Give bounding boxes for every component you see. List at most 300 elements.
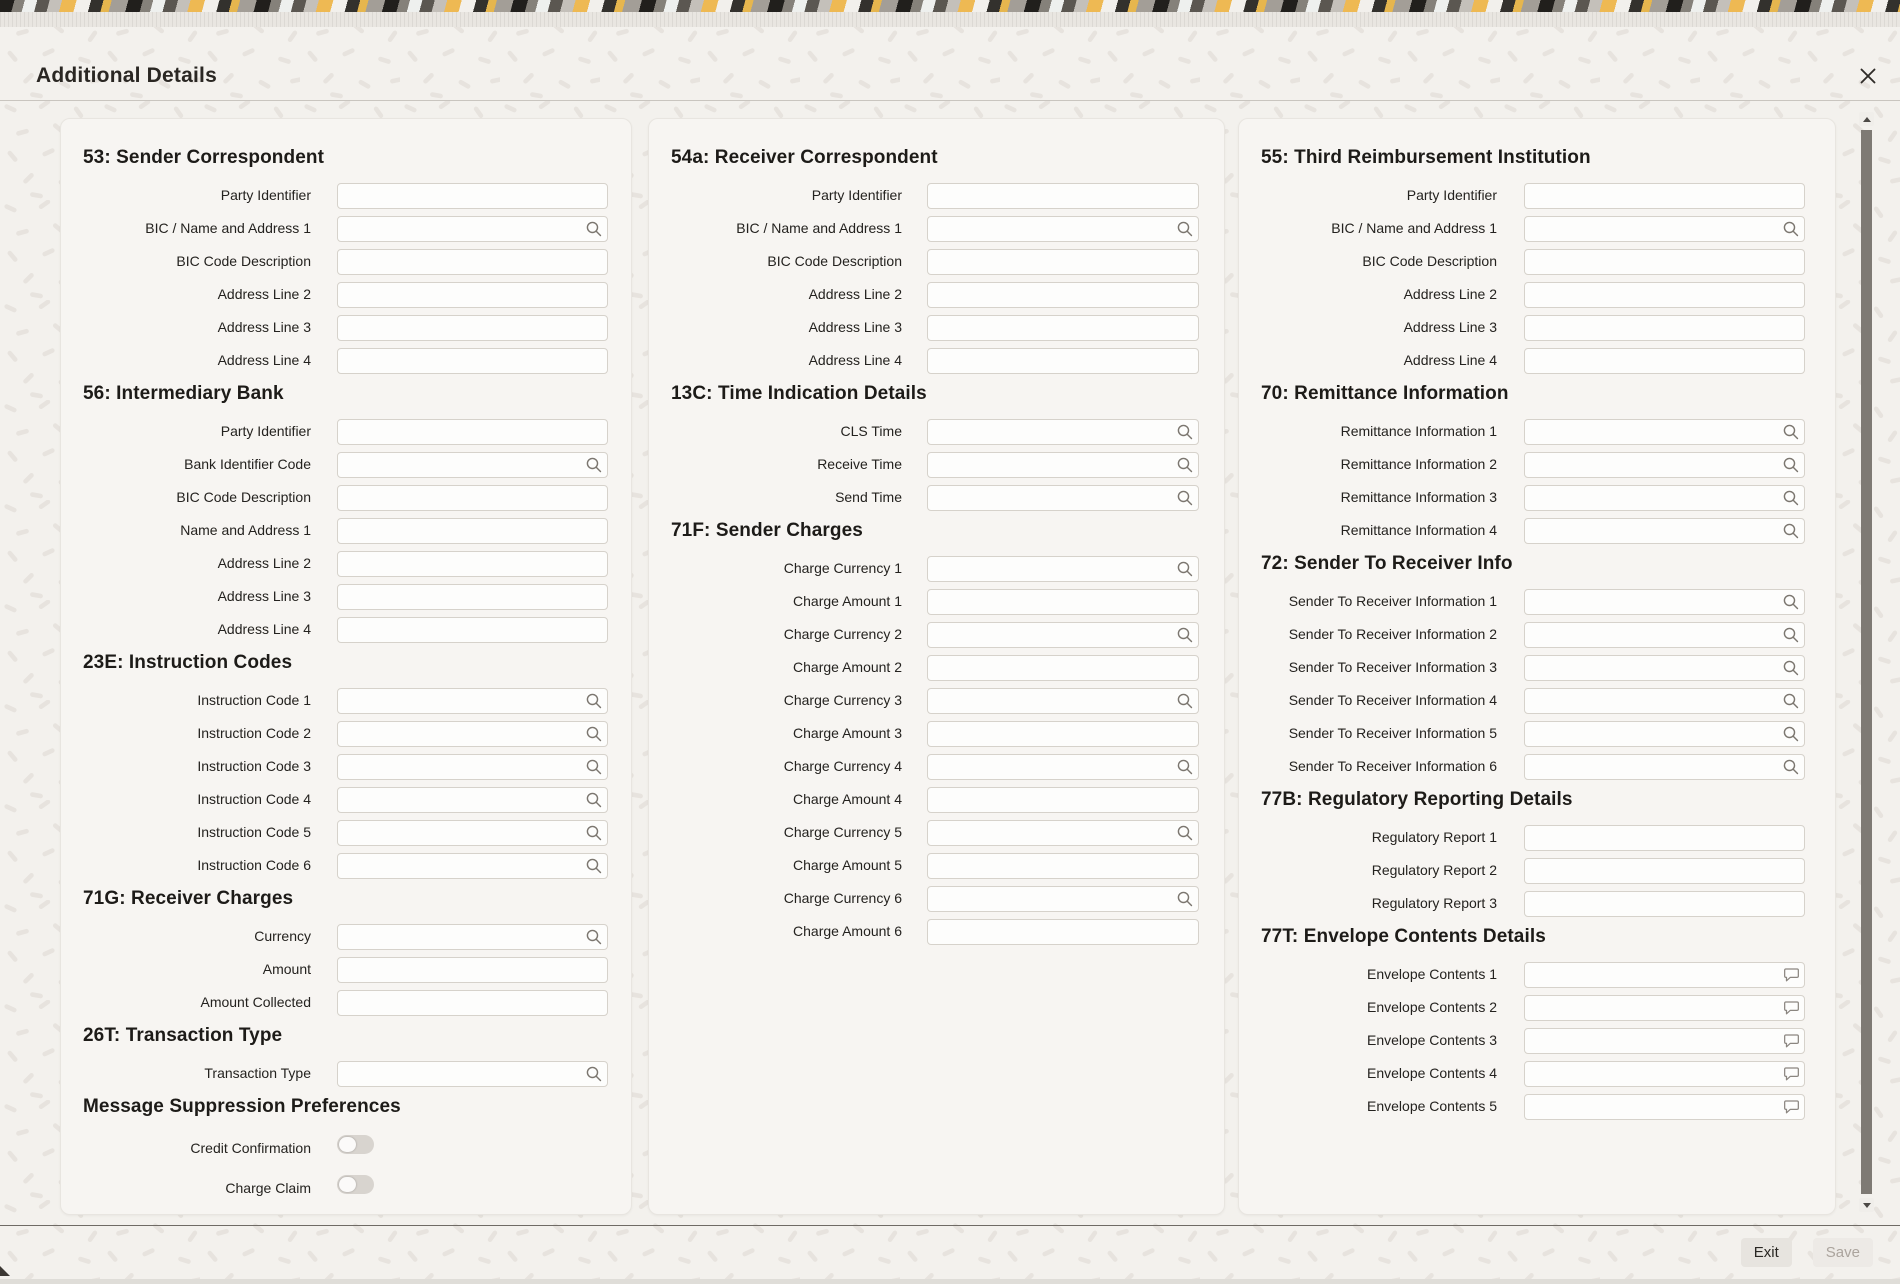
field-control <box>337 216 608 242</box>
field-row <box>61 212 631 245</box>
field-control <box>927 348 1199 374</box>
field-control <box>337 924 608 950</box>
field-row <box>649 882 1224 915</box>
credit-confirmation-toggle[interactable] <box>337 1135 374 1154</box>
address-line-3-input[interactable] <box>927 315 1199 341</box>
section-title: 54a: Receiver Correspondent <box>671 147 938 168</box>
section-title: 77B: Regulatory Reporting Details <box>1261 789 1573 810</box>
field-label: Instruction Code 2 <box>197 725 311 742</box>
section-title: Message Suppression Preferences <box>83 1096 401 1117</box>
field-control <box>337 990 608 1016</box>
sender-to-receiver-information-2-input[interactable] <box>1524 622 1805 648</box>
section-title: 72: Sender To Receiver Info <box>1261 553 1513 574</box>
field-row <box>61 684 631 717</box>
field-control <box>337 1061 608 1087</box>
field-label: BIC Code Description <box>767 253 902 270</box>
search-icon[interactable] <box>1176 220 1194 238</box>
address-line-4-input[interactable] <box>337 617 608 643</box>
field-row <box>1239 1090 1835 1123</box>
search-icon[interactable] <box>1782 758 1800 776</box>
toggle-row <box>61 1168 631 1208</box>
field-row <box>61 514 631 547</box>
bic-code-description-input[interactable] <box>1524 249 1805 275</box>
field-control <box>927 688 1199 714</box>
field-label: Regulatory Report 1 <box>1371 829 1497 846</box>
field-label: Sender To Receiver Information 3 <box>1288 659 1497 676</box>
address-line-3-input[interactable] <box>337 584 608 610</box>
search-icon[interactable] <box>585 758 603 776</box>
section-title: 23E: Instruction Codes <box>83 652 293 673</box>
field-control <box>927 754 1199 780</box>
field-row <box>649 415 1224 448</box>
field-control <box>337 315 608 341</box>
field-label: Address Line 2 <box>808 286 902 303</box>
charge-currency-2-input[interactable] <box>927 622 1199 648</box>
field-row <box>1239 481 1835 514</box>
remittance-information-2-input[interactable] <box>1524 452 1805 478</box>
comment-icon[interactable] <box>1783 1066 1800 1081</box>
field-label: Sender To Receiver Information 1 <box>1288 593 1497 610</box>
field-label: BIC Code Description <box>176 253 311 270</box>
corner-resize-glyph <box>0 1266 10 1276</box>
field-control <box>1524 518 1805 544</box>
field-control <box>337 721 608 747</box>
instruction-code-6-input[interactable] <box>337 853 608 879</box>
close-button[interactable] <box>1852 60 1884 92</box>
field-label: CLS Time <box>840 423 902 440</box>
field-label: BIC Code Description <box>1362 253 1497 270</box>
field-control <box>337 183 608 209</box>
address-line-3-input[interactable] <box>1524 315 1805 341</box>
search-icon[interactable] <box>1782 725 1800 743</box>
search-icon[interactable] <box>585 1065 603 1083</box>
field-row <box>61 953 631 986</box>
charge-currency-4-input[interactable] <box>927 754 1199 780</box>
receive-time-input[interactable] <box>927 452 1199 478</box>
section-title: 13C: Time Indication Details <box>671 383 927 404</box>
charge-claim-toggle[interactable] <box>337 1175 374 1194</box>
field-label: Address Line 4 <box>1403 352 1497 369</box>
envelope-contents-3-input[interactable] <box>1524 1028 1805 1054</box>
field-row <box>1239 991 1835 1024</box>
charge-amount-6-input[interactable] <box>927 919 1199 945</box>
amount-collected-input[interactable] <box>337 990 608 1016</box>
bic-name-and-address-1-input[interactable] <box>337 216 608 242</box>
field-row <box>61 311 631 344</box>
toggle-label: Credit Confirmation <box>190 1139 311 1156</box>
field-label: BIC / Name and Address 1 <box>1331 220 1497 237</box>
field-control <box>337 853 608 879</box>
field-label: Address Line 2 <box>217 555 311 572</box>
search-icon[interactable] <box>1176 758 1194 776</box>
field-row <box>649 717 1224 750</box>
comment-icon[interactable] <box>1783 967 1800 982</box>
field-control <box>337 617 608 643</box>
field-label: Charge Currency 3 <box>783 692 902 709</box>
instruction-code-2-input[interactable] <box>337 721 608 747</box>
search-icon[interactable] <box>1176 626 1194 644</box>
field-label: Name and Address 1 <box>180 522 311 539</box>
field-row <box>61 278 631 311</box>
party-identifier-input[interactable] <box>337 419 608 445</box>
charge-amount-5-input[interactable] <box>927 853 1199 879</box>
sender-to-receiver-information-6-input[interactable] <box>1524 754 1805 780</box>
field-row <box>649 750 1224 783</box>
field-control <box>337 754 608 780</box>
address-line-4-input[interactable] <box>927 348 1199 374</box>
search-icon[interactable] <box>1176 456 1194 474</box>
field-label: Charge Amount 1 <box>793 593 902 610</box>
remittance-information-4-input[interactable] <box>1524 518 1805 544</box>
field-control <box>337 452 608 478</box>
field-label: Send Time <box>835 489 902 506</box>
triangle-up-icon <box>1863 117 1871 122</box>
search-icon[interactable] <box>1176 489 1194 507</box>
field-control <box>927 919 1199 945</box>
field-label: Bank Identifier Code <box>184 456 311 473</box>
bank-identifier-code-input[interactable] <box>337 452 608 478</box>
field-control <box>927 721 1199 747</box>
field-control <box>927 419 1199 445</box>
field-row <box>649 179 1224 212</box>
sender-to-receiver-information-1-input[interactable] <box>1524 589 1805 615</box>
cls-time-input[interactable] <box>927 419 1199 445</box>
field-row <box>649 278 1224 311</box>
charge-currency-3-input[interactable] <box>927 688 1199 714</box>
comment-icon[interactable] <box>1783 1099 1800 1114</box>
field-control <box>927 216 1199 242</box>
toggle-control <box>337 1175 608 1201</box>
field-control <box>927 622 1199 648</box>
charge-amount-3-input[interactable] <box>927 721 1199 747</box>
charge-currency-5-input[interactable] <box>927 820 1199 846</box>
field-label: Address Line 3 <box>217 588 311 605</box>
save-button[interactable]: Save <box>1813 1238 1873 1267</box>
field-label: Instruction Code 5 <box>197 824 311 841</box>
field-row <box>61 849 631 882</box>
field-control <box>927 315 1199 341</box>
field-label: Sender To Receiver Information 6 <box>1288 758 1497 775</box>
field-label: Charge Amount 4 <box>793 791 902 808</box>
regulatory-report-1-input[interactable] <box>1524 825 1805 851</box>
transaction-type-input[interactable] <box>337 1061 608 1087</box>
field-row <box>61 613 631 646</box>
field-control <box>1524 962 1805 988</box>
bic-name-and-address-1-input[interactable] <box>1524 216 1805 242</box>
field-control <box>927 183 1199 209</box>
address-line-2-input[interactable] <box>337 551 608 577</box>
bic-code-description-input[interactable] <box>337 485 608 511</box>
amount-input[interactable] <box>337 957 608 983</box>
section-title: 26T: Transaction Type <box>83 1025 283 1046</box>
field-label: Transaction Type <box>204 1065 311 1082</box>
comment-icon[interactable] <box>1783 1000 1800 1015</box>
charge-amount-1-input[interactable] <box>927 589 1199 615</box>
field-label: Remittance Information 4 <box>1340 522 1497 539</box>
field-label: Instruction Code 3 <box>197 758 311 775</box>
footer-divider <box>0 1225 1900 1226</box>
field-control <box>1524 1094 1805 1120</box>
field-row <box>61 750 631 783</box>
field-control <box>1524 622 1805 648</box>
field-row <box>1239 514 1835 547</box>
search-icon[interactable] <box>585 857 603 875</box>
form-panel <box>60 118 632 1215</box>
field-label: Charge Currency 2 <box>783 626 902 643</box>
search-icon[interactable] <box>585 928 603 946</box>
field-row <box>61 986 631 1019</box>
vertical-scrollbar[interactable] <box>1859 112 1874 1212</box>
search-icon[interactable] <box>1782 220 1800 238</box>
field-row <box>61 344 631 377</box>
field-row <box>1239 887 1835 920</box>
search-icon[interactable] <box>585 456 603 474</box>
search-icon[interactable] <box>1782 626 1800 644</box>
field-row <box>61 547 631 580</box>
party-identifier-input[interactable] <box>1524 183 1805 209</box>
field-label: Address Line 2 <box>217 286 311 303</box>
dialog-header <box>0 27 1900 101</box>
field-control <box>1524 216 1805 242</box>
scroll-up-button[interactable] <box>1859 112 1874 126</box>
field-label: Remittance Information 2 <box>1340 456 1497 473</box>
field-label: Regulatory Report 3 <box>1371 895 1497 912</box>
field-label: Address Line 2 <box>1403 286 1497 303</box>
field-row <box>61 179 631 212</box>
field-row <box>1239 958 1835 991</box>
address-line-3-input[interactable] <box>337 315 608 341</box>
search-icon[interactable] <box>585 725 603 743</box>
field-label: Party Identifier <box>220 423 311 440</box>
field-label: Instruction Code 6 <box>197 857 311 874</box>
field-control <box>1524 1061 1805 1087</box>
search-icon[interactable] <box>1176 824 1194 842</box>
field-label: Charge Currency 4 <box>783 758 902 775</box>
field-label: Party Identifier <box>1406 187 1497 204</box>
field-control <box>1524 858 1805 884</box>
field-control <box>337 249 608 275</box>
field-control <box>1524 183 1805 209</box>
regulatory-report-3-input[interactable] <box>1524 891 1805 917</box>
charge-currency-1-input[interactable] <box>927 556 1199 582</box>
bic-name-and-address-1-input[interactable] <box>927 216 1199 242</box>
field-label: Remittance Information 1 <box>1340 423 1497 440</box>
envelope-contents-4-input[interactable] <box>1524 1061 1805 1087</box>
remittance-information-1-input[interactable] <box>1524 419 1805 445</box>
field-control <box>927 452 1199 478</box>
field-control <box>337 518 608 544</box>
field-row <box>1239 212 1835 245</box>
field-row <box>649 311 1224 344</box>
sender-to-receiver-information-5-input[interactable] <box>1524 721 1805 747</box>
search-icon[interactable] <box>1782 423 1800 441</box>
field-control <box>337 551 608 577</box>
field-label: Charge Currency 1 <box>783 560 902 577</box>
search-icon[interactable] <box>1176 560 1194 578</box>
exit-button[interactable]: Exit <box>1741 1238 1792 1267</box>
field-control <box>337 348 608 374</box>
party-identifier-input[interactable] <box>337 183 608 209</box>
envelope-contents-2-input[interactable] <box>1524 995 1805 1021</box>
field-row <box>1239 344 1835 377</box>
search-icon[interactable] <box>1782 659 1800 677</box>
field-row <box>1239 618 1835 651</box>
bottom-strip <box>0 1279 1900 1284</box>
search-icon[interactable] <box>1782 692 1800 710</box>
envelope-contents-1-input[interactable] <box>1524 962 1805 988</box>
field-control <box>1524 655 1805 681</box>
regulatory-report-2-input[interactable] <box>1524 858 1805 884</box>
field-control <box>1524 419 1805 445</box>
bic-code-description-input[interactable] <box>337 249 608 275</box>
field-label: Charge Currency 6 <box>783 890 902 907</box>
field-control <box>337 957 608 983</box>
field-row <box>1239 179 1835 212</box>
field-control <box>1524 995 1805 1021</box>
field-label: Amount <box>262 961 311 978</box>
search-icon[interactable] <box>1176 423 1194 441</box>
instruction-code-4-input[interactable] <box>337 787 608 813</box>
field-control <box>1524 589 1805 615</box>
field-row <box>649 448 1224 481</box>
field-control <box>927 853 1199 879</box>
instruction-code-1-input[interactable] <box>337 688 608 714</box>
search-icon[interactable] <box>1782 456 1800 474</box>
field-control <box>337 787 608 813</box>
address-line-4-input[interactable] <box>337 348 608 374</box>
panels-row <box>60 118 1836 1215</box>
section-title: 77T: Envelope Contents Details <box>1261 926 1546 947</box>
field-label: Receive Time <box>817 456 902 473</box>
address-line-4-input[interactable] <box>1524 348 1805 374</box>
field-label: Charge Amount 5 <box>793 857 902 874</box>
field-label: Envelope Contents 5 <box>1367 1098 1497 1115</box>
field-control <box>927 589 1199 615</box>
section-title: 55: Third Reimbursement Institution <box>1261 147 1591 168</box>
field-row <box>649 651 1224 684</box>
field-label: Address Line 4 <box>808 352 902 369</box>
comment-icon[interactable] <box>1783 1033 1800 1048</box>
field-label: Remittance Information 3 <box>1340 489 1497 506</box>
field-row <box>649 552 1224 585</box>
search-icon[interactable] <box>585 824 603 842</box>
toggle-knob <box>339 1137 356 1152</box>
search-icon[interactable] <box>1782 593 1800 611</box>
field-row <box>649 245 1224 278</box>
field-control <box>927 282 1199 308</box>
close-icon <box>1859 67 1877 85</box>
field-row <box>1239 1024 1835 1057</box>
search-icon[interactable] <box>1176 692 1194 710</box>
field-control <box>927 485 1199 511</box>
field-row <box>1239 311 1835 344</box>
field-label: Address Line 4 <box>217 621 311 638</box>
field-row <box>649 618 1224 651</box>
field-label: Envelope Contents 4 <box>1367 1065 1497 1082</box>
charge-currency-6-input[interactable] <box>927 886 1199 912</box>
field-control <box>337 485 608 511</box>
instruction-code-3-input[interactable] <box>337 754 608 780</box>
field-control <box>1524 825 1805 851</box>
charge-amount-2-input[interactable] <box>927 655 1199 681</box>
address-line-2-input[interactable] <box>927 282 1199 308</box>
sender-to-receiver-information-4-input[interactable] <box>1524 688 1805 714</box>
form-panel <box>648 118 1225 1215</box>
party-identifier-input[interactable] <box>927 183 1199 209</box>
field-row <box>61 245 631 278</box>
triangle-down-icon <box>1863 1203 1871 1208</box>
bic-code-description-input[interactable] <box>927 249 1199 275</box>
search-icon[interactable] <box>585 692 603 710</box>
field-row <box>649 481 1224 514</box>
field-control <box>927 886 1199 912</box>
field-row <box>1239 750 1835 783</box>
field-row <box>649 915 1224 948</box>
search-icon[interactable] <box>1176 890 1194 908</box>
search-icon[interactable] <box>585 791 603 809</box>
section-title: 71F: Sender Charges <box>671 520 863 541</box>
field-row <box>61 816 631 849</box>
charge-amount-4-input[interactable] <box>927 787 1199 813</box>
page-title: Additional Details <box>36 64 217 87</box>
field-control <box>1524 282 1805 308</box>
field-row <box>61 481 631 514</box>
send-time-input[interactable] <box>927 485 1199 511</box>
field-control <box>1524 485 1805 511</box>
field-row <box>61 920 631 953</box>
envelope-contents-5-input[interactable] <box>1524 1094 1805 1120</box>
field-label: BIC / Name and Address 1 <box>736 220 902 237</box>
field-row <box>1239 245 1835 278</box>
field-control <box>1524 249 1805 275</box>
address-line-2-input[interactable] <box>337 282 608 308</box>
field-label: Sender To Receiver Information 5 <box>1288 725 1497 742</box>
name-and-address-1-input[interactable] <box>337 518 608 544</box>
field-control <box>337 282 608 308</box>
field-row <box>1239 821 1835 854</box>
field-label: BIC / Name and Address 1 <box>145 220 311 237</box>
address-line-2-input[interactable] <box>1524 282 1805 308</box>
field-control <box>927 249 1199 275</box>
search-icon[interactable] <box>585 220 603 238</box>
field-label: Sender To Receiver Information 2 <box>1288 626 1497 643</box>
field-label: Party Identifier <box>811 187 902 204</box>
field-row <box>1239 1057 1835 1090</box>
field-label: Envelope Contents 3 <box>1367 1032 1497 1049</box>
sender-to-receiver-information-3-input[interactable] <box>1524 655 1805 681</box>
scrollbar-thumb[interactable] <box>1861 130 1872 1194</box>
field-label: Charge Amount 3 <box>793 725 902 742</box>
field-control <box>1524 1028 1805 1054</box>
field-label: Charge Currency 5 <box>783 824 902 841</box>
field-row <box>649 816 1224 849</box>
field-control <box>1524 891 1805 917</box>
remittance-information-3-input[interactable] <box>1524 485 1805 511</box>
field-label: Currency <box>254 928 311 945</box>
field-control <box>337 584 608 610</box>
field-row <box>1239 415 1835 448</box>
decorative-sub-banner <box>0 12 1900 27</box>
field-control <box>337 820 608 846</box>
scroll-down-button[interactable] <box>1859 1198 1874 1212</box>
section-title: 56: Intermediary Bank <box>83 383 284 404</box>
currency-input[interactable] <box>337 924 608 950</box>
field-label: Address Line 3 <box>217 319 311 336</box>
search-icon[interactable] <box>1782 489 1800 507</box>
instruction-code-5-input[interactable] <box>337 820 608 846</box>
field-row <box>649 849 1224 882</box>
search-icon[interactable] <box>1782 522 1800 540</box>
